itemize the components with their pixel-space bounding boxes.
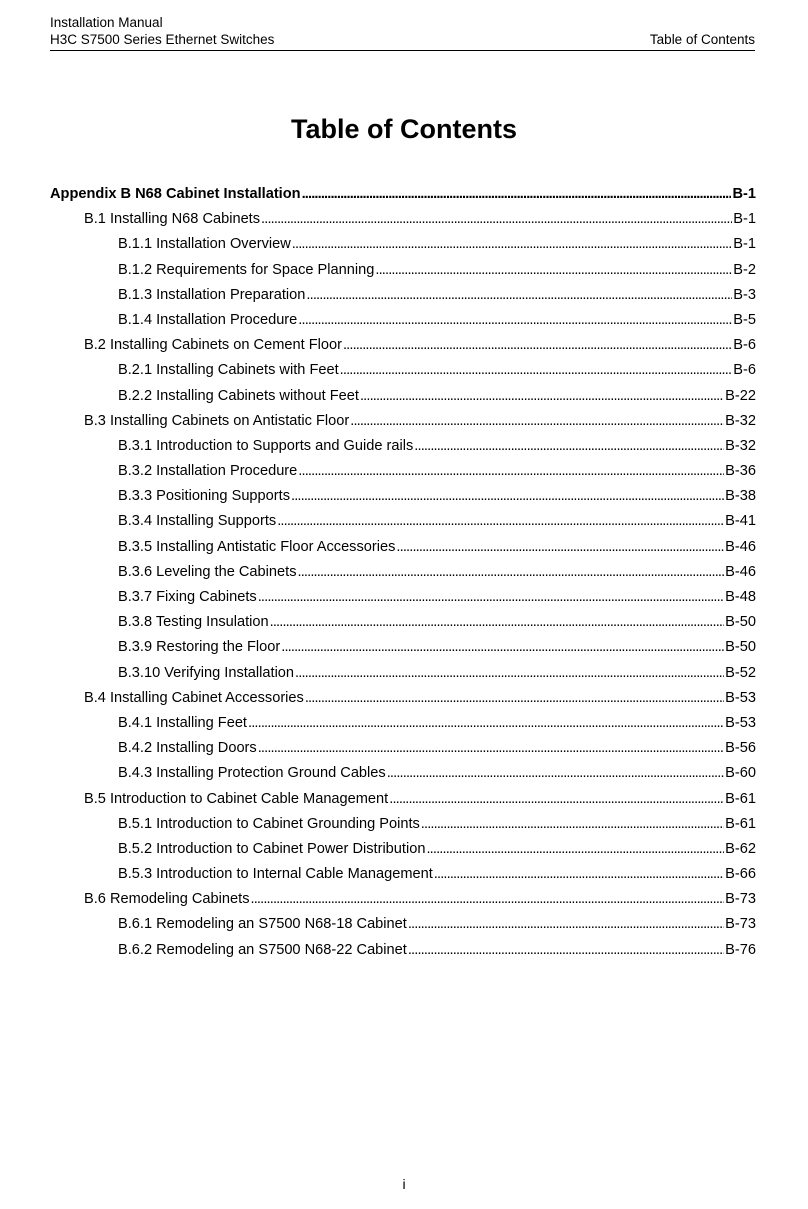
dot-leader	[295, 665, 724, 681]
toc-entry-page: B-46	[725, 538, 756, 555]
page-number: i	[402, 1176, 406, 1192]
toc-entry-title: B.5.1 Introduction to Cabinet Grounding Points	[118, 815, 420, 832]
toc-entry-title: B.6.1 Remodeling an S7500 N68-18 Cabinet	[118, 916, 407, 933]
toc-entry-title: B.3.8 Testing Insulation	[118, 614, 269, 631]
dot-leader	[340, 362, 733, 378]
dot-leader	[305, 690, 724, 706]
toc-entry[interactable]	[50, 614, 756, 639]
dot-leader	[298, 463, 724, 479]
dot-leader	[375, 262, 732, 278]
toc-entry-page: B-52	[725, 664, 756, 681]
toc-entry[interactable]	[50, 186, 756, 211]
toc-entry[interactable]	[50, 715, 756, 740]
toc-entry[interactable]	[50, 765, 756, 790]
dot-leader	[251, 891, 725, 907]
toc-entry-title: Appendix B N68 Cabinet Installation	[50, 186, 301, 202]
toc-entry-page: B-53	[725, 689, 756, 706]
dot-leader	[343, 337, 732, 353]
manual-title: Installation Manual	[50, 15, 163, 30]
toc-entry-title: B.6.2 Remodeling an S7500 N68-22 Cabinet	[118, 941, 407, 958]
toc-entry[interactable]	[50, 690, 756, 715]
toc-entry[interactable]	[50, 287, 756, 312]
toc-entry[interactable]	[50, 236, 756, 261]
toc-entry-title: B.2.1 Installing Cabinets with Feet	[118, 362, 339, 379]
toc-entry-page: B-50	[725, 614, 756, 631]
dot-leader	[389, 791, 724, 807]
toc-entry-title: B.1.3 Installation Preparation	[118, 286, 306, 303]
toc-entry[interactable]	[50, 337, 756, 362]
dot-leader	[270, 614, 725, 630]
dot-leader	[298, 564, 725, 580]
toc-entry-page: B-73	[725, 916, 756, 933]
toc-entry-page: B-38	[725, 488, 756, 505]
dot-leader	[277, 513, 724, 529]
toc-entry-title: B.1.2 Requirements for Space Planning	[118, 261, 375, 278]
dot-leader	[396, 539, 724, 555]
dot-leader	[434, 866, 724, 882]
toc-entry-title: B.5 Introduction to Cabinet Cable Management	[84, 790, 389, 807]
toc-entry-title: B.1.4 Installation Procedure	[118, 311, 298, 328]
toc-entry-title: B.3.5 Installing Antistatic Floor Accessories	[118, 538, 396, 555]
toc-entry[interactable]	[50, 866, 756, 891]
dot-leader	[360, 388, 724, 404]
toc-entry[interactable]	[50, 463, 756, 488]
header-row	[50, 31, 755, 48]
toc-entry-page: B-6	[733, 362, 756, 379]
toc-entry[interactable]	[50, 891, 756, 916]
toc-entry-page: B-66	[725, 866, 756, 883]
dot-leader	[306, 287, 732, 303]
toc-entry-title: B.6 Remodeling Cabinets	[84, 891, 250, 908]
toc-entry-page: B-46	[725, 563, 756, 580]
dot-leader	[291, 488, 724, 504]
toc-entry-title: B.3.7 Fixing Cabinets	[118, 589, 257, 605]
toc-entry[interactable]	[50, 665, 756, 690]
toc-entry-page: B-1	[733, 211, 756, 228]
toc-entry-page: B-5	[733, 311, 756, 328]
toc-entry-page: B-32	[725, 412, 756, 429]
toc-entry-title: B.2.2 Installing Cabinets without Feet	[118, 387, 359, 404]
toc-entry-title: B.3 Installing Cabinets on Antistatic Floor	[84, 412, 350, 429]
toc-entry-page: B-1	[733, 236, 756, 253]
toc-entry-page: B-3	[733, 286, 756, 303]
toc-entry[interactable]	[50, 513, 756, 538]
toc-entry-page: B-1	[732, 186, 756, 202]
toc-list	[50, 186, 756, 967]
toc-entry-title: B.3.4 Installing Supports	[118, 513, 277, 530]
dot-leader	[248, 715, 724, 731]
toc-entry-page: B-61	[725, 790, 756, 807]
toc-entry-title: B.3.6 Leveling the Cabinets	[118, 563, 297, 580]
toc-entry-title: B.5.3 Introduction to Internal Cable Management	[118, 866, 433, 883]
dot-leader	[261, 211, 732, 227]
toc-entry[interactable]	[50, 211, 756, 236]
toc-entry-title: B.2 Installing Cabinets on Cement Floor	[84, 337, 342, 354]
toc-entry[interactable]	[50, 740, 756, 765]
dot-leader	[281, 639, 724, 655]
toc-entry-title: B.3.3 Positioning Supports	[118, 488, 290, 505]
toc-entry[interactable]	[50, 639, 756, 664]
toc-entry-title: B.3.1 Introduction to Supports and Guide rails	[118, 437, 414, 454]
toc-entry[interactable]	[50, 262, 756, 287]
toc-entry-page: B-36	[725, 463, 756, 480]
toc-entry-page: B-2	[733, 261, 756, 278]
dot-leader	[350, 413, 724, 429]
dot-leader	[426, 841, 724, 857]
page-title: Table of Contents	[291, 114, 517, 144]
toc-entry[interactable]	[50, 564, 756, 589]
toc-entry-page: B-61	[725, 815, 756, 832]
toc-entry[interactable]	[50, 388, 756, 413]
dot-leader	[258, 740, 724, 756]
toc-entry-page: B-41	[725, 513, 756, 530]
dot-leader	[302, 186, 732, 202]
toc-entry[interactable]	[50, 589, 756, 614]
toc-entry-page: B-32	[725, 437, 756, 454]
page-header	[50, 14, 755, 51]
toc-entry[interactable]	[50, 942, 756, 967]
toc-entry-title: B.4 Installing Cabinet Accessories	[84, 689, 304, 706]
dot-leader	[414, 438, 724, 454]
toc-entry-page: B-62	[725, 840, 756, 857]
toc-entry-title: B.5.2 Introduction to Cabinet Power Distribution	[118, 840, 426, 857]
toc-entry-title: B.4.2 Installing Doors	[118, 740, 257, 757]
toc-entry-page: B-60	[725, 765, 756, 782]
toc-entry[interactable]	[50, 362, 756, 387]
toc-entry-title: B.4.1 Installing Feet	[118, 714, 247, 731]
toc-entry-page: B-76	[725, 941, 756, 958]
product-name: H3C S7500 Series Ethernet Switches	[50, 32, 275, 47]
toc-entry-page: B-6	[733, 337, 756, 354]
toc-entry-title: B.3.9 Restoring the Floor	[118, 639, 281, 656]
toc-entry[interactable]	[50, 816, 756, 841]
toc-entry[interactable]	[50, 413, 756, 438]
toc-entry[interactable]	[50, 791, 756, 816]
dot-leader	[408, 916, 724, 932]
toc-entry-title: B.3.2 Installation Procedure	[118, 463, 298, 480]
dot-leader	[258, 589, 724, 605]
toc-entry-title: B.1 Installing N68 Cabinets	[84, 211, 261, 228]
section-name: Table of Contents	[649, 32, 755, 47]
toc-entry[interactable]	[50, 438, 756, 463]
toc-entry-page: B-50	[725, 639, 756, 656]
toc-entry[interactable]	[50, 539, 756, 564]
toc-entry-title: B.3.10 Verifying Installation	[118, 664, 295, 681]
toc-entry-page: B-22	[725, 387, 756, 404]
toc-entry-page: B-48	[725, 589, 756, 605]
toc-entry[interactable]	[50, 841, 756, 866]
toc-entry[interactable]	[50, 488, 756, 513]
toc-entry-title: B.1.1 Installation Overview	[118, 236, 291, 253]
dot-leader	[387, 765, 724, 781]
dot-leader	[298, 312, 732, 328]
toc-entry-title: B.4.3 Installing Protection Ground Cables	[118, 765, 386, 782]
toc-entry-page: B-53	[725, 714, 756, 731]
dot-leader	[408, 942, 724, 958]
dot-leader	[421, 816, 724, 832]
toc-entry[interactable]	[50, 312, 756, 337]
toc-entry-page: B-56	[725, 740, 756, 757]
toc-entry[interactable]	[50, 916, 756, 941]
toc-entry-page: B-73	[725, 891, 756, 908]
dot-leader	[292, 236, 733, 252]
